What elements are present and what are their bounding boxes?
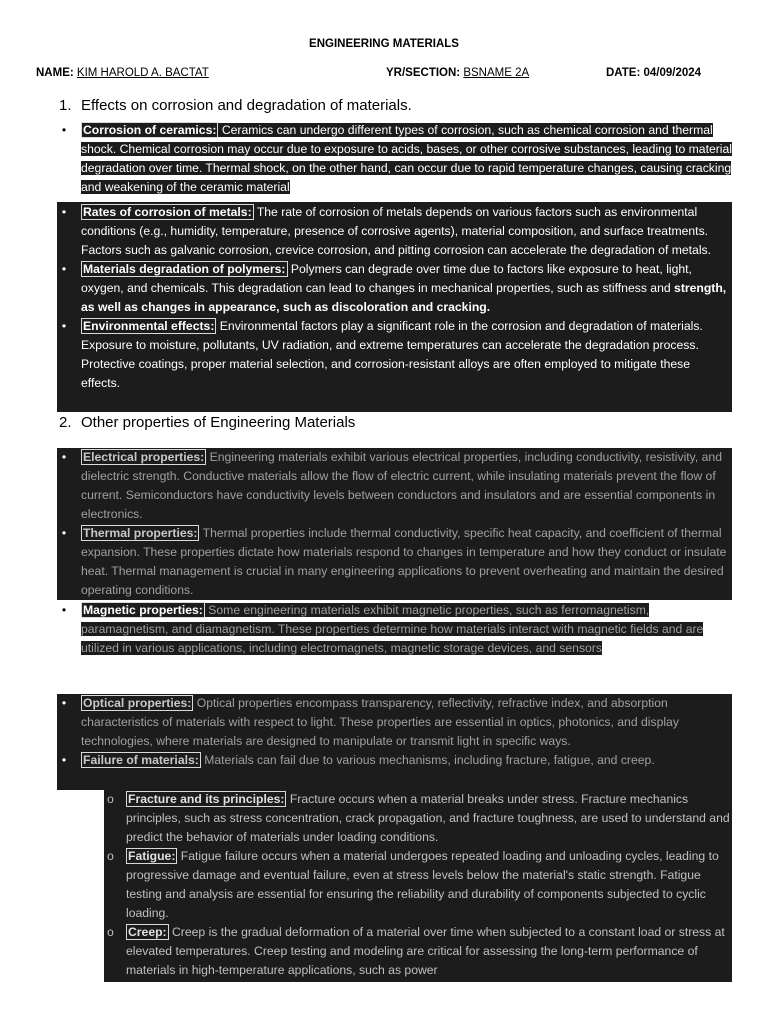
name-value: KIM HAROLD A. BACTAT [76, 67, 209, 79]
sub-list-item [104, 923, 732, 980]
item-text: Thermal properties include thermal conductivity, specific heat capacity, and coefficient of thermal expansion. These properties dictate how materials respond to changes in temperature and how they conduct or insulate heat. Thermal management is crucial in many engineering applications to prevent overheating and maintain the desired operating conditions. [81, 526, 727, 597]
item-term: Rates of corrosion of metals: [83, 205, 252, 219]
item-term: Thermal properties: [83, 526, 198, 540]
section-1-heading [59, 97, 412, 114]
section-value: BSNAME 2A [463, 67, 530, 79]
name-label: NAME: [36, 67, 74, 79]
section-number: 2. [59, 414, 72, 431]
document-title: ENGINEERING MATERIALS [309, 38, 459, 50]
item-text: Optical properties encompass transparency, reflectivity, refractive index, and absorption characteristics of materials with respect to light. These properties are essential in optics, photonics, and display technologies, where materials are designed to manipulate or transmit light in specific ways. [81, 696, 679, 748]
bullet-icon: • [61, 450, 67, 464]
section-number: 1. [59, 97, 72, 114]
sub-bullet-icon: o [107, 925, 114, 939]
failure-subitems-block [104, 790, 732, 982]
section-label: YR/SECTION: [386, 67, 461, 79]
item-text: Materials can fail due to various mechanisms, including fracture, fatigue, and creep. [204, 753, 655, 767]
s2-dark-block-2 [57, 694, 732, 790]
s2-magnetic-block [57, 601, 732, 658]
item-term: Magnetic properties: [83, 603, 203, 617]
item-term: Materials degradation of polymers: [83, 262, 286, 276]
item-text: The rate of corrosion of metals depends on various factors such as environmental conditions (e.g., humidity, temperature, presence of corrosive agents), material composition, and surface treatments. Factors such as galvanic corrosion, crevice corrosion, and pitting corrosion can accelerate the degradation of metals. [81, 205, 712, 257]
bullet-icon: • [61, 696, 67, 710]
item-text: Ceramics can undergo different types of corrosion, such as chemical corrosion and thermal shock. Chemical corrosion may occur due to exposure to acids, bases, or other corrosive substances, leading to material degradation over time. Thermal shock, on the other hand, can occur due to rapid temperature changes, causing cracking and weakening of the ceramic material [81, 123, 732, 194]
section-field [386, 67, 529, 79]
sub-item-term: Creep: [128, 925, 167, 939]
sub-list-item [104, 847, 732, 923]
sub-list-item [104, 790, 732, 847]
list-item [57, 601, 732, 658]
item-term: Failure of materials: [83, 753, 199, 767]
s1-first-item-block [57, 121, 732, 197]
list-item [57, 751, 732, 770]
list-item [57, 448, 732, 524]
item-term: Corrosion of ceramics: [83, 123, 217, 137]
item-text: Engineering materials exhibit various electrical properties, including conductivity, resistivity, and dielectric strength. Conductive materials allow the flow of electric current, while insulating materials prevent the flow of current. Semiconductors have conductivity levels between conductors and insulators and are essential components in electronics. [81, 450, 722, 521]
name-field [36, 67, 209, 79]
sub-bullet-icon: o [107, 849, 114, 863]
section-title: Effects on corrosion and degradation of materials. [81, 97, 412, 114]
list-item [57, 694, 732, 751]
section-title: Other properties of Engineering Materials [81, 414, 356, 431]
list-item [57, 260, 732, 317]
list-item [57, 203, 732, 260]
bullet-icon: • [61, 526, 67, 540]
sub-item-text: Creep is the gradual deformation of a material over time when subjected to a constant load or stress at elevated temperatures. Creep testing and modeling are critical for assessing the long-term performance of materials in high-temperature applications, such as power [126, 925, 725, 977]
list-item [57, 121, 732, 197]
sub-item-term: Fracture and its principles: [128, 792, 285, 806]
item-text: Some engineering materials exhibit magnetic properties, such as ferromagnetism, paramagnetism, and diamagnetism. These properties determine how materials interact with magnetic fields and are utilized in various applications, including electromagnets, magnetic storage devices, and sensors [81, 603, 704, 655]
item-term: Electrical properties: [83, 450, 205, 464]
bullet-icon: • [61, 262, 67, 276]
s1-dark-block [57, 202, 732, 412]
item-text: Environmental factors play a significant role in the corrosion and degradation of materials. Exposure to moisture, pollutants, UV radiation, and extreme temperatures can accelerate the degradation process. Protective coatings, proper material selection, and corrosion-resistant alloys are often employed to mitigate these effects. [81, 319, 703, 390]
bullet-icon: • [61, 603, 67, 617]
sub-bullet-icon: o [107, 792, 114, 806]
s2-dark-block-1 [57, 448, 732, 600]
item-term: Optical properties: [83, 696, 192, 710]
list-item [57, 317, 732, 393]
bullet-icon: • [61, 205, 67, 219]
item-text-bold: strength, as well as changes in appearance, such as discoloration and cracking. [81, 281, 727, 314]
bullet-icon: • [61, 753, 67, 767]
item-term: Environmental effects: [83, 319, 215, 333]
bullet-icon: • [61, 123, 67, 137]
item-text: Polymers can degrade over time due to factors like exposure to heat, light, oxygen, and chemicals. This degradation can lead to changes in mechanical properties, such as stiffness and [81, 262, 692, 295]
date-field: DATE: 04/09/2024 [606, 67, 702, 79]
sub-item-term: Fatigue: [128, 849, 176, 863]
sub-item-text: Fracture occurs when a material breaks under stress. Fracture mechanics principles, such as stress concentration, crack propagation, and fracture toughness, are used to understand and predict the behavior of materials under loading conditions. [126, 792, 730, 844]
section-2-heading [59, 414, 355, 431]
bullet-icon: • [61, 319, 67, 333]
sub-item-text: Fatigue failure occurs when a material undergoes repeated loading and unloading cycles, leading to progressive damage and eventual failure, even at stress levels below the material's static strength. Fatigue testing and analysis are essential for ensuring the reliability and durability of components subjected to cyclic loading. [126, 849, 719, 920]
list-item [57, 524, 732, 600]
